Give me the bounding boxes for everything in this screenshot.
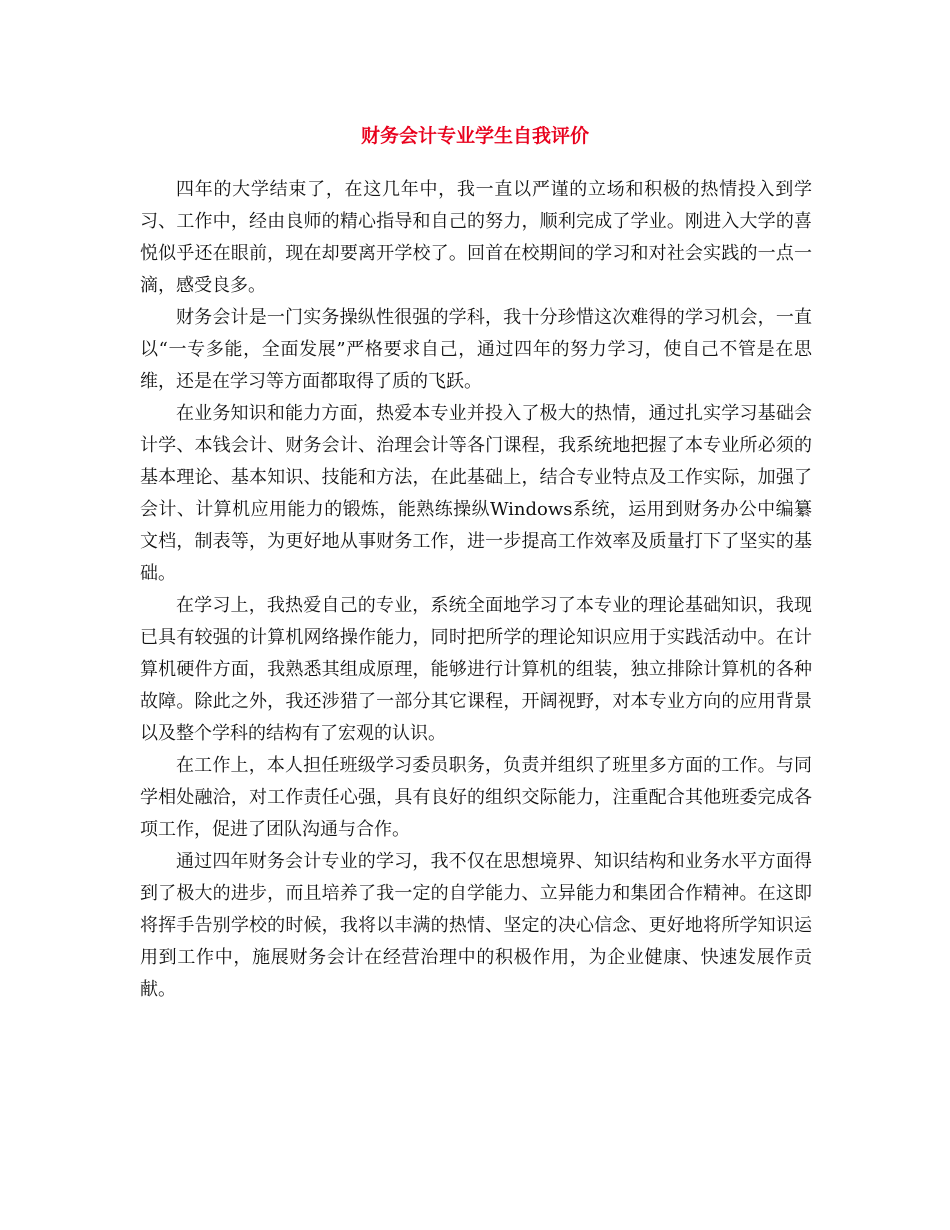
paragraph-5: 在工作上，本人担任班级学习委员职务，负责并组织了班里多方面的工作。与同学相处融洽，对工作责任心强，具有良好的组织交际能力，注重配合其他班委完成各项工作，促进了团队沟通与合作。: [140, 755, 812, 840]
paragraph-6: 通过四年财务会计专业的学习，我不仅在思想境界、知识结构和业务水平方面得到了极大的进步，而且培养了我一定的自学能力、立异能力和集团合作精神。在这即将挥手告别学校的时候，我将以丰满的热情、坚定的决心信念、更好地将所学知识运用到工作中，施展财务会计在经营治理中的积极作用，为企业健康、快速发展作贡献。: [140, 851, 812, 1000]
paragraph-2: 财务会计是一门实务操纵性很强的学科，我十分珍惜这次难得的学习机会，一直以“一专多能，全面发展”严格要求自己，通过四年的努力学习，使自己不管是在思维，还是在学习等方面都取得了质的飞跃。: [140, 307, 812, 392]
document-body: [140, 174, 812, 1006]
paragraph-4: 在学习上，我热爱自己的专业，系统全面地学习了本专业的理论基础知识，我现已具有较强的计算机网络操作能力，同时把所学的理论知识应用于实践活动中。在计算机硬件方面，我熟悉其组成原理，能够进行计算机的组装，独立排除计算机的各种故障。除此之外，我还涉猎了一部分其它课程，开阔视野，对本专业方向的应用背景以及整个学科的结构有了宏观的认识。: [140, 595, 812, 744]
paragraph-3: 在业务知识和能力方面，热爱本专业并投入了极大的热情，通过扎实学习基础会计学、本钱会计、财务会计、治理会计等各门课程，我系统地把握了本专业所必须的基本理论、基本知识、技能和方法，在此基础上，结合专业特点及工作实际，加强了会计、计算机应用能力的锻炼，能熟练操纵Windows系统，运用到财务办公中编纂文档，制表等，为更好地从事财务工作，进一步提高工作效率及质量打下了坚实的基础。: [140, 403, 812, 584]
document-title: 财务会计专业学生自我评价: [360, 125, 589, 147]
paragraph-1: 四年的大学结束了，在这几年中，我一直以严谨的立场和积极的热情投入到学习、工作中，经由良师的精心指导和自己的努力，顺利完成了学业。刚进入大学的喜悦似乎还在眼前，现在却要离开学校了。回首在校期间的学习和对社会实践的一点一滴，感受良多。: [140, 179, 812, 296]
